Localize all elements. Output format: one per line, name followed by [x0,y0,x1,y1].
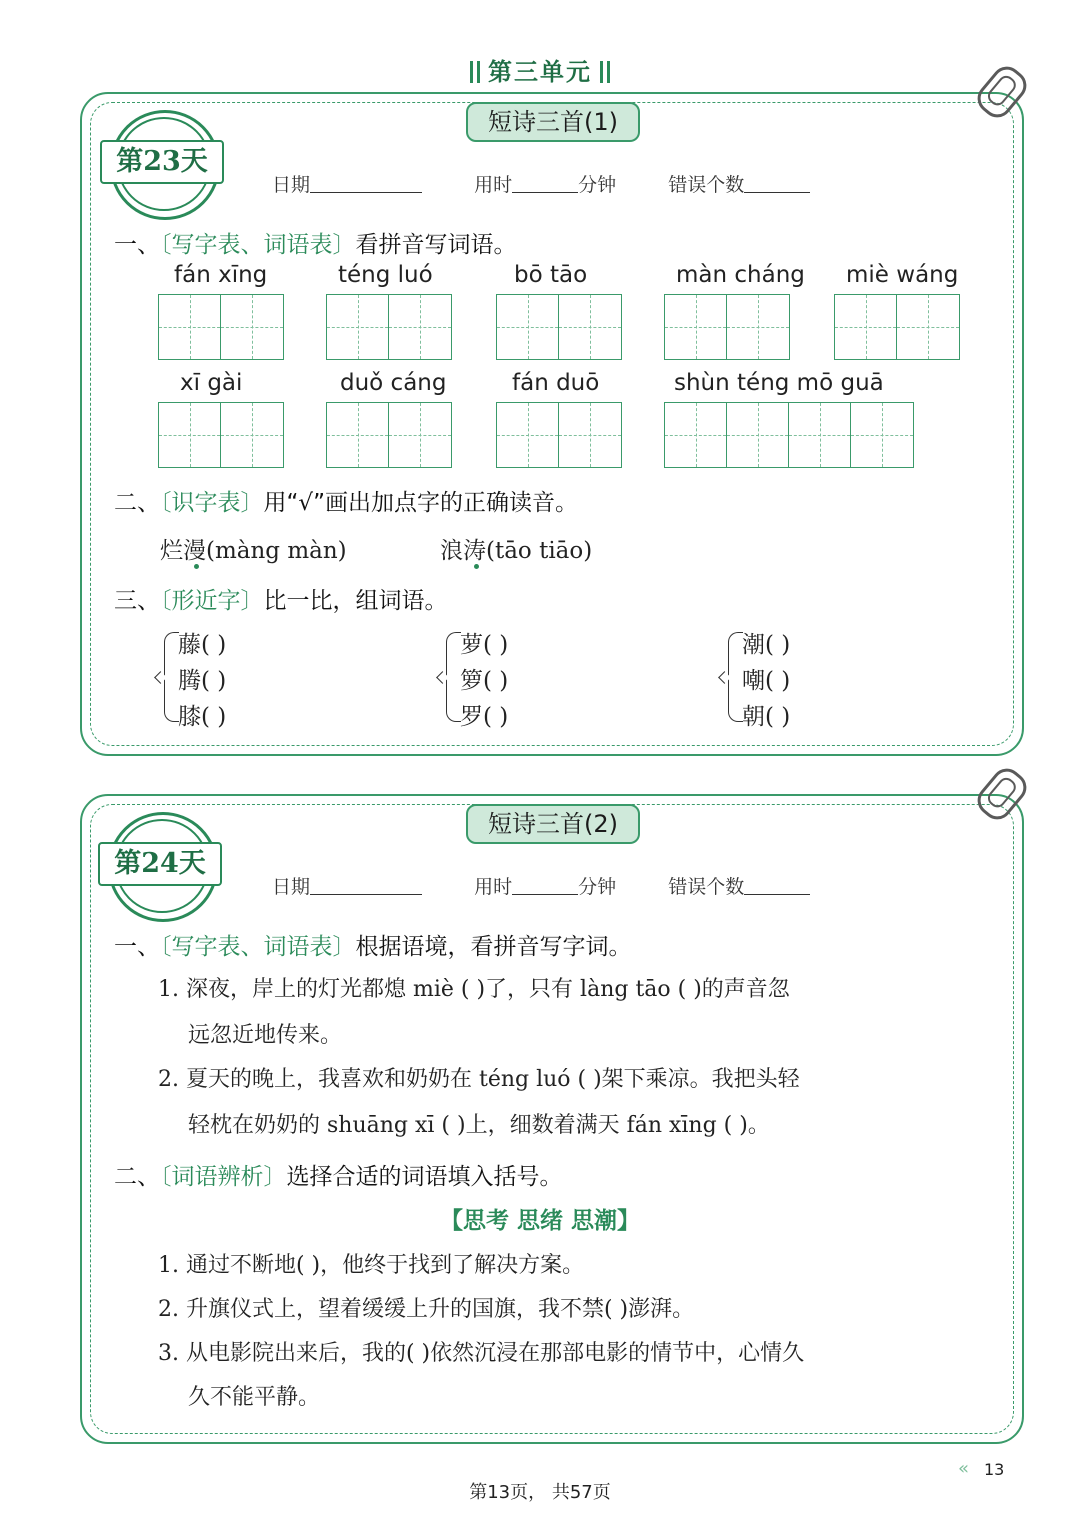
writing-grid[interactable] [496,294,622,360]
word-item[interactable]: 箩( ) [460,668,509,694]
day24-badge-label: 第24天 [98,842,222,886]
writing-grid[interactable] [664,402,914,468]
q-number: 三、 [114,588,160,614]
reading-choice-2[interactable]: 浪涛(tāo tiāo) [440,538,593,564]
word-item[interactable]: 腾( ) [178,668,227,694]
day24-title: 短诗三首(2) [466,804,640,844]
writing-grid[interactable] [158,402,284,468]
sentence-line[interactable]: 1. 深夜，岸上的灯光都熄 miè ( )了，只有 làng tāo ( )的声音忽 [158,977,790,1002]
errors-field[interactable] [744,174,810,193]
page-arrow-icon: « [958,1458,970,1479]
unit-bar-right [600,61,610,83]
word-item[interactable]: 潮( ) [742,632,791,658]
time-field[interactable] [512,174,578,193]
day23-q1 [114,226,517,259]
sentence-line: 久不能平静。 [188,1385,321,1410]
brace-icon [446,632,461,722]
q-number: 一、 [114,934,160,960]
sentence-line: 远忽近地传来。 [188,1023,343,1048]
page-number: 13 [984,1460,1005,1479]
q-text: 比一比，组词语。 [263,588,448,614]
q-text: 选择合适的词语填入括号。 [286,1164,563,1190]
reading-choice-1[interactable]: 烂漫(màng màn) [160,538,347,564]
q-text: 用“√”画出加点字的正确读音。 [263,490,578,516]
pinyin-7: duǒ cáng [340,370,447,396]
date-field[interactable] [310,876,422,895]
day23-meta [272,170,810,197]
sentence-line[interactable]: 2. 升旗仪式上，望着缓缓上升的国旗，我不禁( )澎湃。 [158,1297,695,1322]
date-label: 日期 [272,174,311,196]
q-tag: 〔识字表〕 [160,490,264,516]
minutes-label: 分钟 [578,174,617,196]
q-number: 二、 [114,1164,160,1190]
sentence-line[interactable]: 3. 从电影院出来后，我的( )依然沉浸在那部电影的情节中，心情久 [158,1341,805,1366]
writing-grid[interactable] [326,294,452,360]
pinyin-5: miè wáng [846,262,959,288]
q-tag: 〔写字表、词语表〕 [160,232,356,258]
pinyin-3: bō tāo [514,262,588,288]
day23-title: 短诗三首(1) [466,102,640,142]
time-field[interactable] [512,876,578,895]
q-text: 看拼音写词语。 [355,232,517,258]
sentence-line[interactable]: 轻枕在奶奶的 shuāng xī ( )上，细数着满天 fán xīng ( )。 [188,1113,770,1138]
pinyin-6: xī gài [180,370,243,396]
day23-q2 [114,484,578,517]
writing-grid[interactable] [496,402,622,468]
word-item[interactable]: 嘲( ) [742,668,791,694]
sentence-line[interactable]: 2. 夏天的晚上，我喜欢和奶奶在 téng luó ( )架下乘凉。我把头轻 [158,1067,800,1092]
q-text: 根据语境，看拼音写字词。 [355,934,632,960]
minutes-label: 分钟 [578,876,617,898]
unit-header [0,52,1080,87]
date-field[interactable] [310,174,422,193]
day23-q3 [114,582,448,615]
word-item[interactable]: 萝( ) [460,632,509,658]
q-number: 一、 [114,232,160,258]
pinyin-2: téng luó [338,262,433,288]
day23-badge-label: 第23天 [100,140,224,184]
unit-bar-left [470,61,480,83]
pinyin-9: shùn téng mō guā [674,370,884,396]
emphasis-dot [474,564,479,569]
pinyin-1: fán xīng [174,262,268,288]
errors-label: 错误个数 [668,174,745,196]
day24-meta [272,872,810,899]
q-tag: 〔写字表、词语表〕 [160,934,356,960]
date-label: 日期 [272,876,311,898]
q-number: 二、 [114,490,160,516]
unit-title: 第三单元 [488,58,592,86]
word-item[interactable]: 藤( ) [178,632,227,658]
day24-q2 [114,1158,563,1191]
day24-q1 [114,928,632,961]
q-tag: 〔词语辨析〕 [160,1164,287,1190]
time-label: 用时 [474,876,513,898]
pinyin-4: màn cháng [676,262,805,288]
writing-grid[interactable] [326,402,452,468]
page-footer: 第13页， 共57页 [469,1482,611,1503]
sentence-line[interactable]: 1. 通过不断地( )，他终于找到了解决方案。 [158,1253,585,1278]
word-options: 【思考 思绪 思潮】 [439,1207,640,1234]
brace-icon [164,632,179,722]
word-item[interactable]: 膝( ) [178,704,227,730]
emphasis-dot [194,564,199,569]
brace-icon [728,632,743,722]
q-tag: 〔形近字〕 [160,588,264,614]
word-item[interactable]: 朝( ) [742,704,791,730]
errors-label: 错误个数 [668,876,745,898]
word-item[interactable]: 罗( ) [460,704,509,730]
writing-grid[interactable] [834,294,960,360]
writing-grid[interactable] [664,294,790,360]
writing-grid[interactable] [158,294,284,360]
pinyin-8: fán duō [512,370,600,396]
time-label: 用时 [474,174,513,196]
errors-field[interactable] [744,876,810,895]
